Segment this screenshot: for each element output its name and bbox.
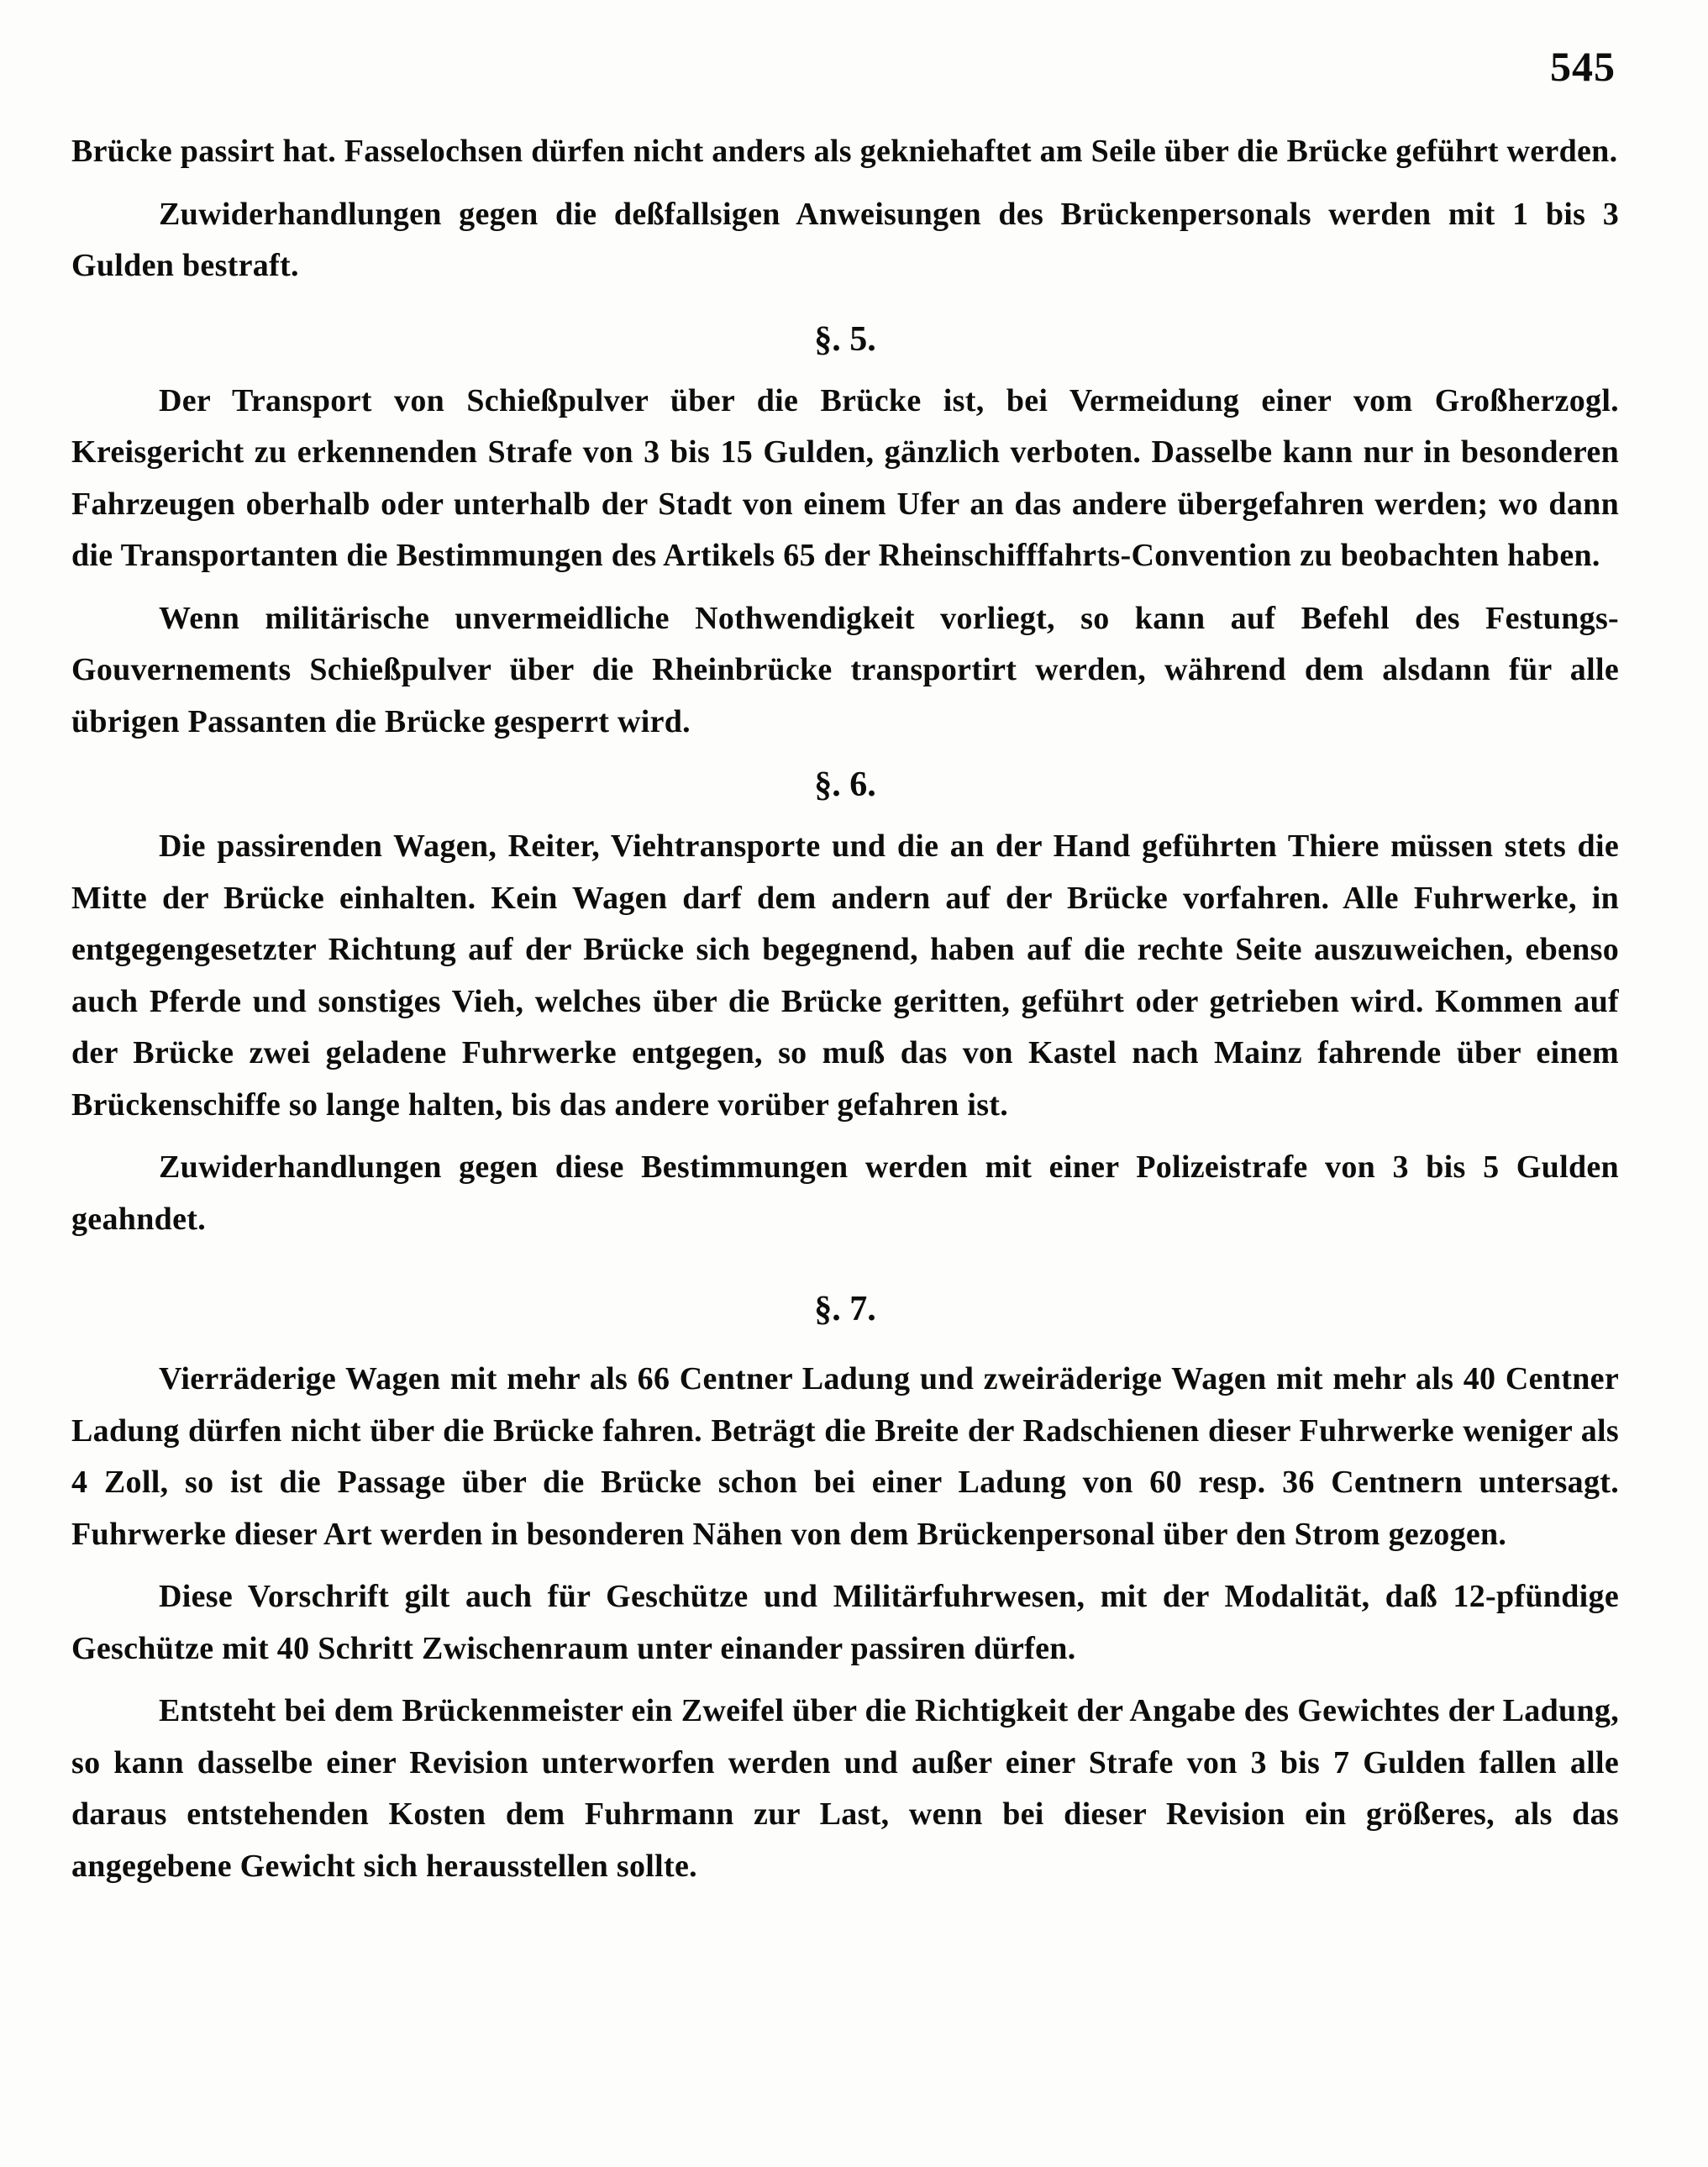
paragraph-penalty-1: Zuwiderhandlungen gegen die deßfallsigen Anweisungen des Brückenpersonals werden mit 1 bis 3 Gulden bestraft.: [71, 196, 1619, 283]
page-number: 545: [1550, 43, 1616, 90]
paragraph-traffic-rules: Die passirenden Wagen, Reiter, Viehtransporte und die an der Hand geführten Thiere müssen stets die Mitte der Brücke einhalten. Kein Wagen darf dem andern auf der Brücke vorfahren. Alle Fuhrwerke, in entgegengesetzter Richtung auf der Brücke sich begegnend, haben auf die rechte Seite auszuweichen, ebenso auch Pferde und sonstiges Vieh, welches über die Brücke geritten, geführt oder getrieben wird. Kommen auf der Brücke zwei geladene Fuhrwerke entgegen, so muß das von Kastel nach Mainz fahrende über einem Brückenschiffe so lange halten, bis das andere vorüber gefahren ist.: [71, 828, 1619, 1123]
paragraph-weight-limits: Vierräderige Wagen mit mehr als 66 Centner Ladung und zweiräderige Wagen mit mehr als 40 Centner Ladung dürfen nicht über die Brücke fahren. Beträgt die Breite der Radschienen dieser Fuhrwerke weniger als 4 Zoll, so ist die Passage über die Brücke schon bei einer Ladung von 60 resp. 36 Centnern untersagt. Fuhrwerke dieser Art werden in besonderen Nähen von dem Brückenpersonal über den Strom gezogen.: [71, 1361, 1619, 1552]
paragraph-gunpowder-transport: Der Transport von Schießpulver über die Brücke ist, bei Vermeidung einer vom Großherzogl. Kreisgericht zu erkennenden Strafe von 3 bis 15 Gulden, gänzlich verboten. Dasselbe kann nur in besonderen Fahrzeugen oberhalb oder unterhalb der Stadt von einem Ufer an das andere übergefahren werden; wo dann die Transportanten die Bestimmungen des Artikels 65 der Rheinschifffahrts-Convention zu beobachten haben.: [71, 382, 1619, 573]
section-heading-6: §. 6.: [814, 765, 876, 804]
page-content: [71, 126, 1619, 1892]
paragraph-military-necessity: Wenn militärische unvermeidliche Nothwendigkeit vorliegt, so kann auf Befehl des Festungs-Gouvernements Schießpulver über die Rheinbrücke transportirt werden, während dem alsdann für alle übrigen Passanten die Brücke gesperrt wird.: [71, 600, 1619, 739]
paragraph-continued: Brücke passirt hat. Fasselochsen dürfen nicht anders als gekniehaftet am Seile über die Brücke geführt werden.: [71, 134, 1618, 169]
paragraph-penalty-2: Zuwiderhandlungen gegen diese Bestimmungen werden mit einer Polizeistrafe von 3 bis 5 Gulden geahndet.: [71, 1149, 1619, 1237]
paragraph-artillery: Diese Vorschrift gilt auch für Geschütze und Militärfuhrwesen, mit der Modalität, daß 12-pfündige Geschütze mit 40 Schritt Zwischenraum unter einander passiren dürfen.: [71, 1579, 1619, 1666]
section-heading-5: §. 5.: [814, 319, 876, 359]
paragraph-revision: Entsteht bei dem Brückenmeister ein Zweifel über die Richtigkeit der Angabe des Gewichtes der Ladung, so kann dasselbe einer Revision unterworfen werden und außer einer Strafe von 3 bis 7 Gulden fallen alle daraus entstehenden Kosten dem Fuhrmann zur Last, wenn bei dieser Revision ein größeres, als das angegebene Gewicht sich herausstellen sollte.: [71, 1693, 1619, 1884]
section-heading-7: §. 7.: [814, 1290, 876, 1328]
